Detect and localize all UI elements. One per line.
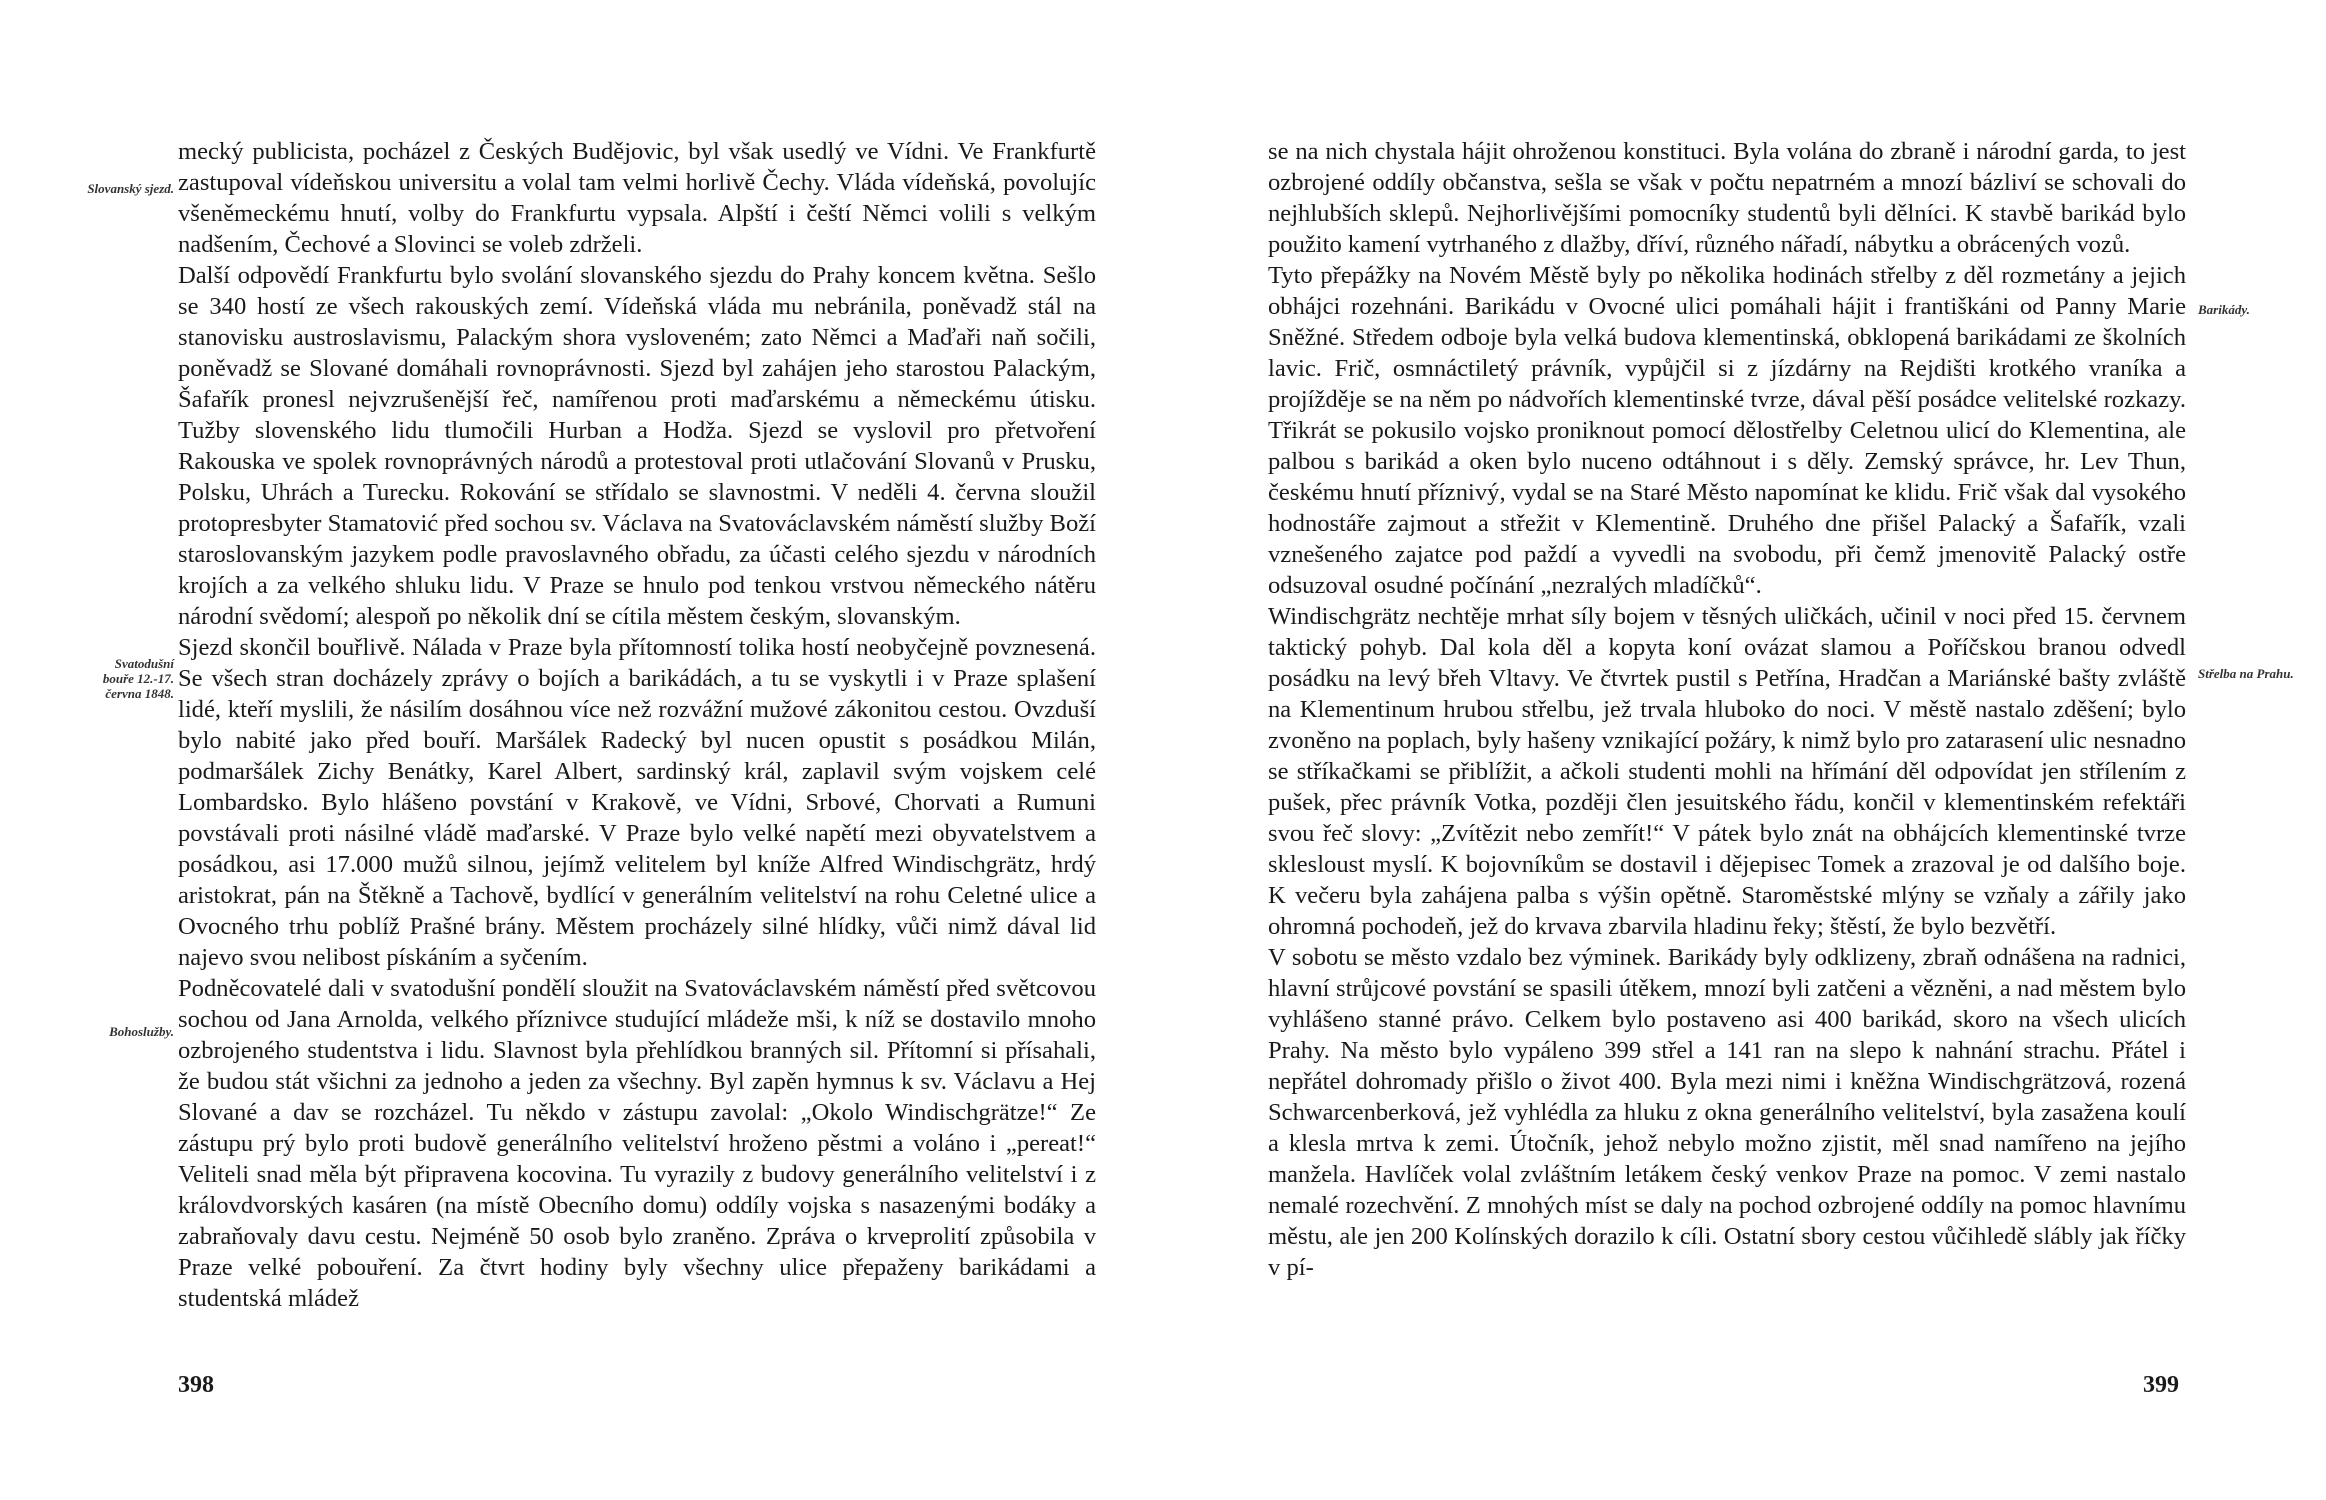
margin-note-slavic-congress: Slovanský sjezd. <box>87 181 174 196</box>
paragraph: Windischgrätz nechtěje mrhat síly bojem v těsných uličkách, učinil v noci před 15. červnem taktický pohyb. Dal kola děl a kopyta koní ovázat slamou a Poříčskou branou odvedl posádku na levý břeh Vltavy. Ve čtvrtek pustil s Petřína, Hradčan a Mariánské bašty zvláště na Klementinum hrubou střelbu, jež trvala hluboko do noci. V městě nastalo zděšení; bylo zvoněno na poplach, byly hašeny vznikající požáry, k nimž bylo pro zatarasení ulic nesnadno se stříkačkami se přiblížit, a ačkoli studenti mohli na hřímání děl odpovídat jen střílením z pušek, přec právník Votka, později člen jesuitského řádu, končil v klementinském refektáři svou řeč slovy: „Zvítězit nebo zemřít!“ V pátek bylo znát na obhájcích klementinské tvrze sklesloust myslí. K bojovníkům se dostavil i dějepisec Tomek a zrazoval je od dalšího boje. K večeru byla zahájena palba s výšin opětně. Staroměstské mlýny se vzňaly a zářily jako ohromná pochodeň, jež do krvava zbarvila hladinu řeky; štěstí, že bylo bezvětří. <box>1268 603 2186 940</box>
margin-note-shelling: Střelba na Prahu. <box>2198 666 2294 681</box>
margin-note-barricades: Barikády. <box>2198 302 2250 317</box>
page-number: 399 <box>2143 1372 2179 1398</box>
paragraph: Tyto přepážky na Novém Městě byly po několika hodinách střelby z děl rozmetány a jejich obhájci rozehnáni. Barikádu v Ovocné ulici pomáhali hájit i františkáni od Panny Marie Sněžné. Středem odboje byla velká budova klementinská, obklopená barikádami ze školních lavic. Frič, osmnáctiletý právník, vypůjčil si z jízdárny na Rejdišti krotkého vraníka a projížděje se na něm po nádvořích klementinské tvrze, dával pěší posádce velitelské rozkazy. Třikrát se pokusilo vojsko proniknout pomocí dělostřelby Celetnou ulicí do Klementina, ale palbou s barikád a oken bylo nuceno odtáhnout i s děly. Zemský správce, hr. Lev Thun, českému hnutí příznivý, vydal se na Staré Město napomínat ke klidu. Frič však dal vysokého hodnostáře zajmout a střežit v Klementině. Druhého dne přišel Palacký a Šafařík, vzali vznešeného zajatce pod paždí a vyvedli na svobodu, při čemž jmenovitě Palacký ostře odsuzoval osudné počínání „nezralých mladíčků“. <box>1268 262 2186 599</box>
page-number: 398 <box>178 1372 214 1398</box>
paragraph: mecký publicista, pocházel z Českých Budějovic, byl však usedlý ve Vídni. Ve Frankfurtě zastupoval vídeňskou universitu a volal tam velmi horlivě Čechy. Vláda vídeňská, povolujíc všeněmeckému hnutí, volby do Frankfurtu vypsala. Alpští i čeští Němci volili s velkým nadšením, Čechové a Slovinci se voleb zdrželi. <box>178 138 1096 258</box>
paragraph: Sjezd skončil bouřlivě. Nálada v Praze byla přítomností tolika hostí neobyčejně povznesená. Se všech stran docházely zprávy o bojích a barikádách, a tu se vyskytli i v Praze splašení lidé, kteří myslili, že násilím dosáhnou více než rozvážní mužové zákonitou cestou. Ovzduší bylo nabité jako před bouří. Maršálek Radecký byl nucen opustit s posádkou Milán, podmaršálek Zichy Benátky, Karel Albert, sardinský král, zaplavil svým vojskem celé Lombardsko. Bylo hlášeno povstání v Krakově, ve Vídni, Srbové, Chorvati a Rumuni povstávali proti násilné vládě maďarské. V Praze bylo velké napětí mezi obyvatelstvem a posádkou, asi 17.000 mužů silnou, jejímž velitelem byl kníže Alfred Windischgrätz, hrdý aristokrat, pán na Štěkně a Tachově, bydlící v generálním velitelství na rohu Celetné ulice a Ovocného trhu poblíž Prašné brány. Městem procházely silné hlídky, vůči nimž dával lid najevo svou nelibost pískáním a syčením. <box>178 634 1096 971</box>
right-page <box>1163 0 2326 1500</box>
left-page-text <box>178 136 1096 1314</box>
paragraph: Podněcovatelé dali v svatodušní pondělí sloužit na Svatováclavském náměstí před světcovou sochou od Jana Arnolda, velkého příznivce studující mládeže mši, k níž se dostavilo mnoho ozbrojeného studentstva i lidu. Slavnost byla přehlídkou branných sil. Přítomní si přísahali, že budou stát všichni za jednoho a jeden za všechny. Byl zapěn hymnus k sv. Václavu a Hej Slované a dav se rozcházel. Tu někdo v zástupu zavolal: „Okolo Windischgrätze!“ Ze zástupu prý bylo proti budově generálního velitelství hroženo pěstmi a voláno i „pereat!“ Veliteli snad měla být připravena kocovina. Tu vyrazily z budovy generálního velitelství i z královdvorských kasáren (na místě Obecního domu) oddíly vojska s nasazenými bodáky a zabraňovaly davu cestu. Nejméně 50 osob bylo zraněno. Zpráva o krveprolití způsobila v Praze velké pobouření. Za čtvrt hodiny byly všechny ulice přepaženy barikádami a studentská mládež <box>178 975 1096 1312</box>
margin-note-pentecost-storm: Svatodušní bouře 12.-17. června 1848. <box>102 656 174 701</box>
right-page-text <box>1268 136 2186 1283</box>
paragraph: se na nich chystala hájit ohroženou konstituci. Byla volána do zbraně i národní garda, to jest ozbrojené oddíly občanstva, sešla se však v počtu nepatrném a mnozí bázliví se schovali do nejhlubších sklepů. Nejhorlivějšími pomocníky studentů byli dělníci. K stavbě barikád bylo použito kamení vytrhaného z dlažby, dříví, různého nářadí, nábytku a obrácených vozů. <box>1268 138 2186 258</box>
margin-note-mass: Bohoslužby. <box>109 1024 174 1039</box>
paragraph: V sobotu se město vzdalo bez výminek. Barikády byly odklizeny, zbraň odnášena na radnici, hlavní strůjcové povstání se spasili útěkem, mnozí byli zatčeni a vězněni, a nad městem bylo vyhlášeno stanné právo. Celkem bylo postaveno asi 400 barikád, skoro na všech ulicích Prahy. Na město bylo vypáleno 399 střel a 141 ran na slepo k nahnání strachu. Přátel i nepřátel dohromady přišlo o život 400. Byla mezi nimi i kněžna Windischgrätzová, rozená Schwarcenberková, jež vyhlédla za hluku z okna generálního velitelství, byla zasažena koulí a klesla mrtva k zemi. Útočník, jehož nebylo možno zjistit, měl snad namířeno na jejího manžela. Havlíček volal zvláštním letákem český venkov Praze na pomoc. V zemi nastalo nemalé rozechvění. Z mnohých míst se daly na pochod ozbrojené oddíly na pomoc hlavnímu městu, ale jen 200 Kolínských dorazilo k cíli. Ostatní sbory cestou vůčihledě slábly jak říčky v pí- <box>1268 944 2186 1281</box>
paragraph: Další odpovědí Frankfurtu bylo svolání slovanského sjezdu do Prahy koncem května. Sešlo se 340 hostí ze všech rakouských zemí. Vídeňská vláda mu nebránila, poněvadž stál na stanovisku austroslavismu, Palackým shora vysloveném; zato Němci a Maďaři naň sočili, poněvadž se Slované domáhali rovnoprávnosti. Sjezd byl zahájen jeho starostou Palackým, Šafařík pronesl nejvzrušenější řeč, namířenou proti maďarskému a německému útisku. Tužby slovenského lidu tlumočili Hurban a Hodža. Sjezd se vyslovil pro přetvoření Rakouska ve spolek rovnoprávných národů a protestoval proti utlačování Slovanů v Prusku, Polsku, Uhrách a Turecku. Rokování se střídalo se slavnostmi. V neděli 4. června sloužil protopresbyter Stamatović před sochou sv. Václava na Svatováclavském náměstí služby Boží staroslovanským jazykem podle pravoslavného obřadu, za účasti celého sjezdu v národních krojích a za velkého shluku lidu. V Praze se hnulo pod tenkou vrstvou německého nátěru národní svědomí; alespoň po několik dní se cítila městem českým, slovanským. <box>178 262 1096 630</box>
